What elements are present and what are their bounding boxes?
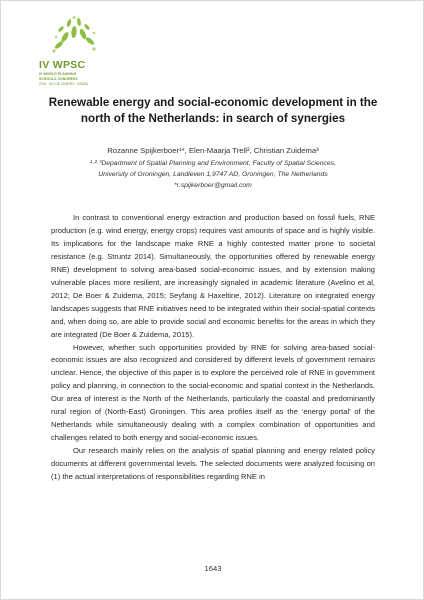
body-paragraph-1: In contrast to conventional energy extraction and production based on fossil fuels, RNE production (e.g. wind energy, energy crops) requires vast amounts of space and is highly visible. Its implications for the landscape make RNE a highly contested matter prone to societal resistance (e.g. Struntz 2014). Simultaneously, the opportunities offered by renewable energy RNE) development to solving area-based social-economic issues, and by extension making vulnerable places more resilient, are increasingly signaled in academic literature (Avelino et al, 2012; De Boer & Zuidema, 2015; Seyfang & Haxeltine, 2012). Literature on integrated energy landscapes suggests that RNE initiatives need to be integrated within their social-spatial contexts and, when doing so, are able to provide social and economic benefits for the areas in which they are integrated (De Boer & Zuidema, 2015).: [51, 213, 375, 339]
paper-title: [31, 95, 395, 127]
page-number: 1643: [204, 564, 222, 573]
congress-logo: [39, 15, 169, 85]
affiliation: [31, 158, 395, 192]
title-line-1: Renewable energy and social-economic development in the: [48, 96, 378, 109]
congress-tagline: 2016 · RIO DE JANEIRO · BRASIL: [39, 82, 89, 86]
author-list: Rozanne Spijkerboer¹*, Elen-Maarja Trell², Christian Zuidema³: [107, 146, 319, 155]
leaf-globe-icon: [39, 15, 109, 59]
paper-body: [51, 212, 375, 484]
body-paragraph-3: Our research mainly relies on the analysis of spatial planning and energy related policy documents at different governmental levels. The selected documents were analyzed focusing on (1) the actual interpretations of responsibilities regarding RNE in: [51, 446, 375, 482]
congress-subtitle-2: SCHOOLS CONGRESS: [39, 77, 78, 81]
congress-subtitle-1: IV WORLD PLANNING: [39, 72, 77, 76]
congress-name: IV WPSC: [39, 59, 86, 71]
author-email: *r.spijkerboer@gmail.com: [174, 182, 252, 190]
affiliation-line-2: University of Groningen, Landleven 1,9747 AD, Groningen, The Netherlands: [98, 171, 328, 179]
affiliation-line-1: ¹·²·³Department of Spatial Planning and Environment, Faculty of Spatial Sciences,: [90, 160, 336, 167]
title-line-2: north of the Netherlands: in search of synergies: [80, 112, 346, 125]
body-paragraph-2: However, whether such opportunities provided by RNE for solving area-based social-economic issues are also recognized and considered by different levels of government remains unclear. Hence, the objective of this paper is to explore the perceived role of RNE in government policy and planning, in connection to the social-economic and spatial context in the Netherlands. Our area of interest is the North of the Netherlands, particularly the coastal and predominantly rural region of (North-East) Groningen. This area profiles itself as the ‘energy portal’ of the Netherlands while simultaneously dealing with a complex combination of opportunities and challenges related to both energy and social-economic issues.: [51, 342, 375, 443]
